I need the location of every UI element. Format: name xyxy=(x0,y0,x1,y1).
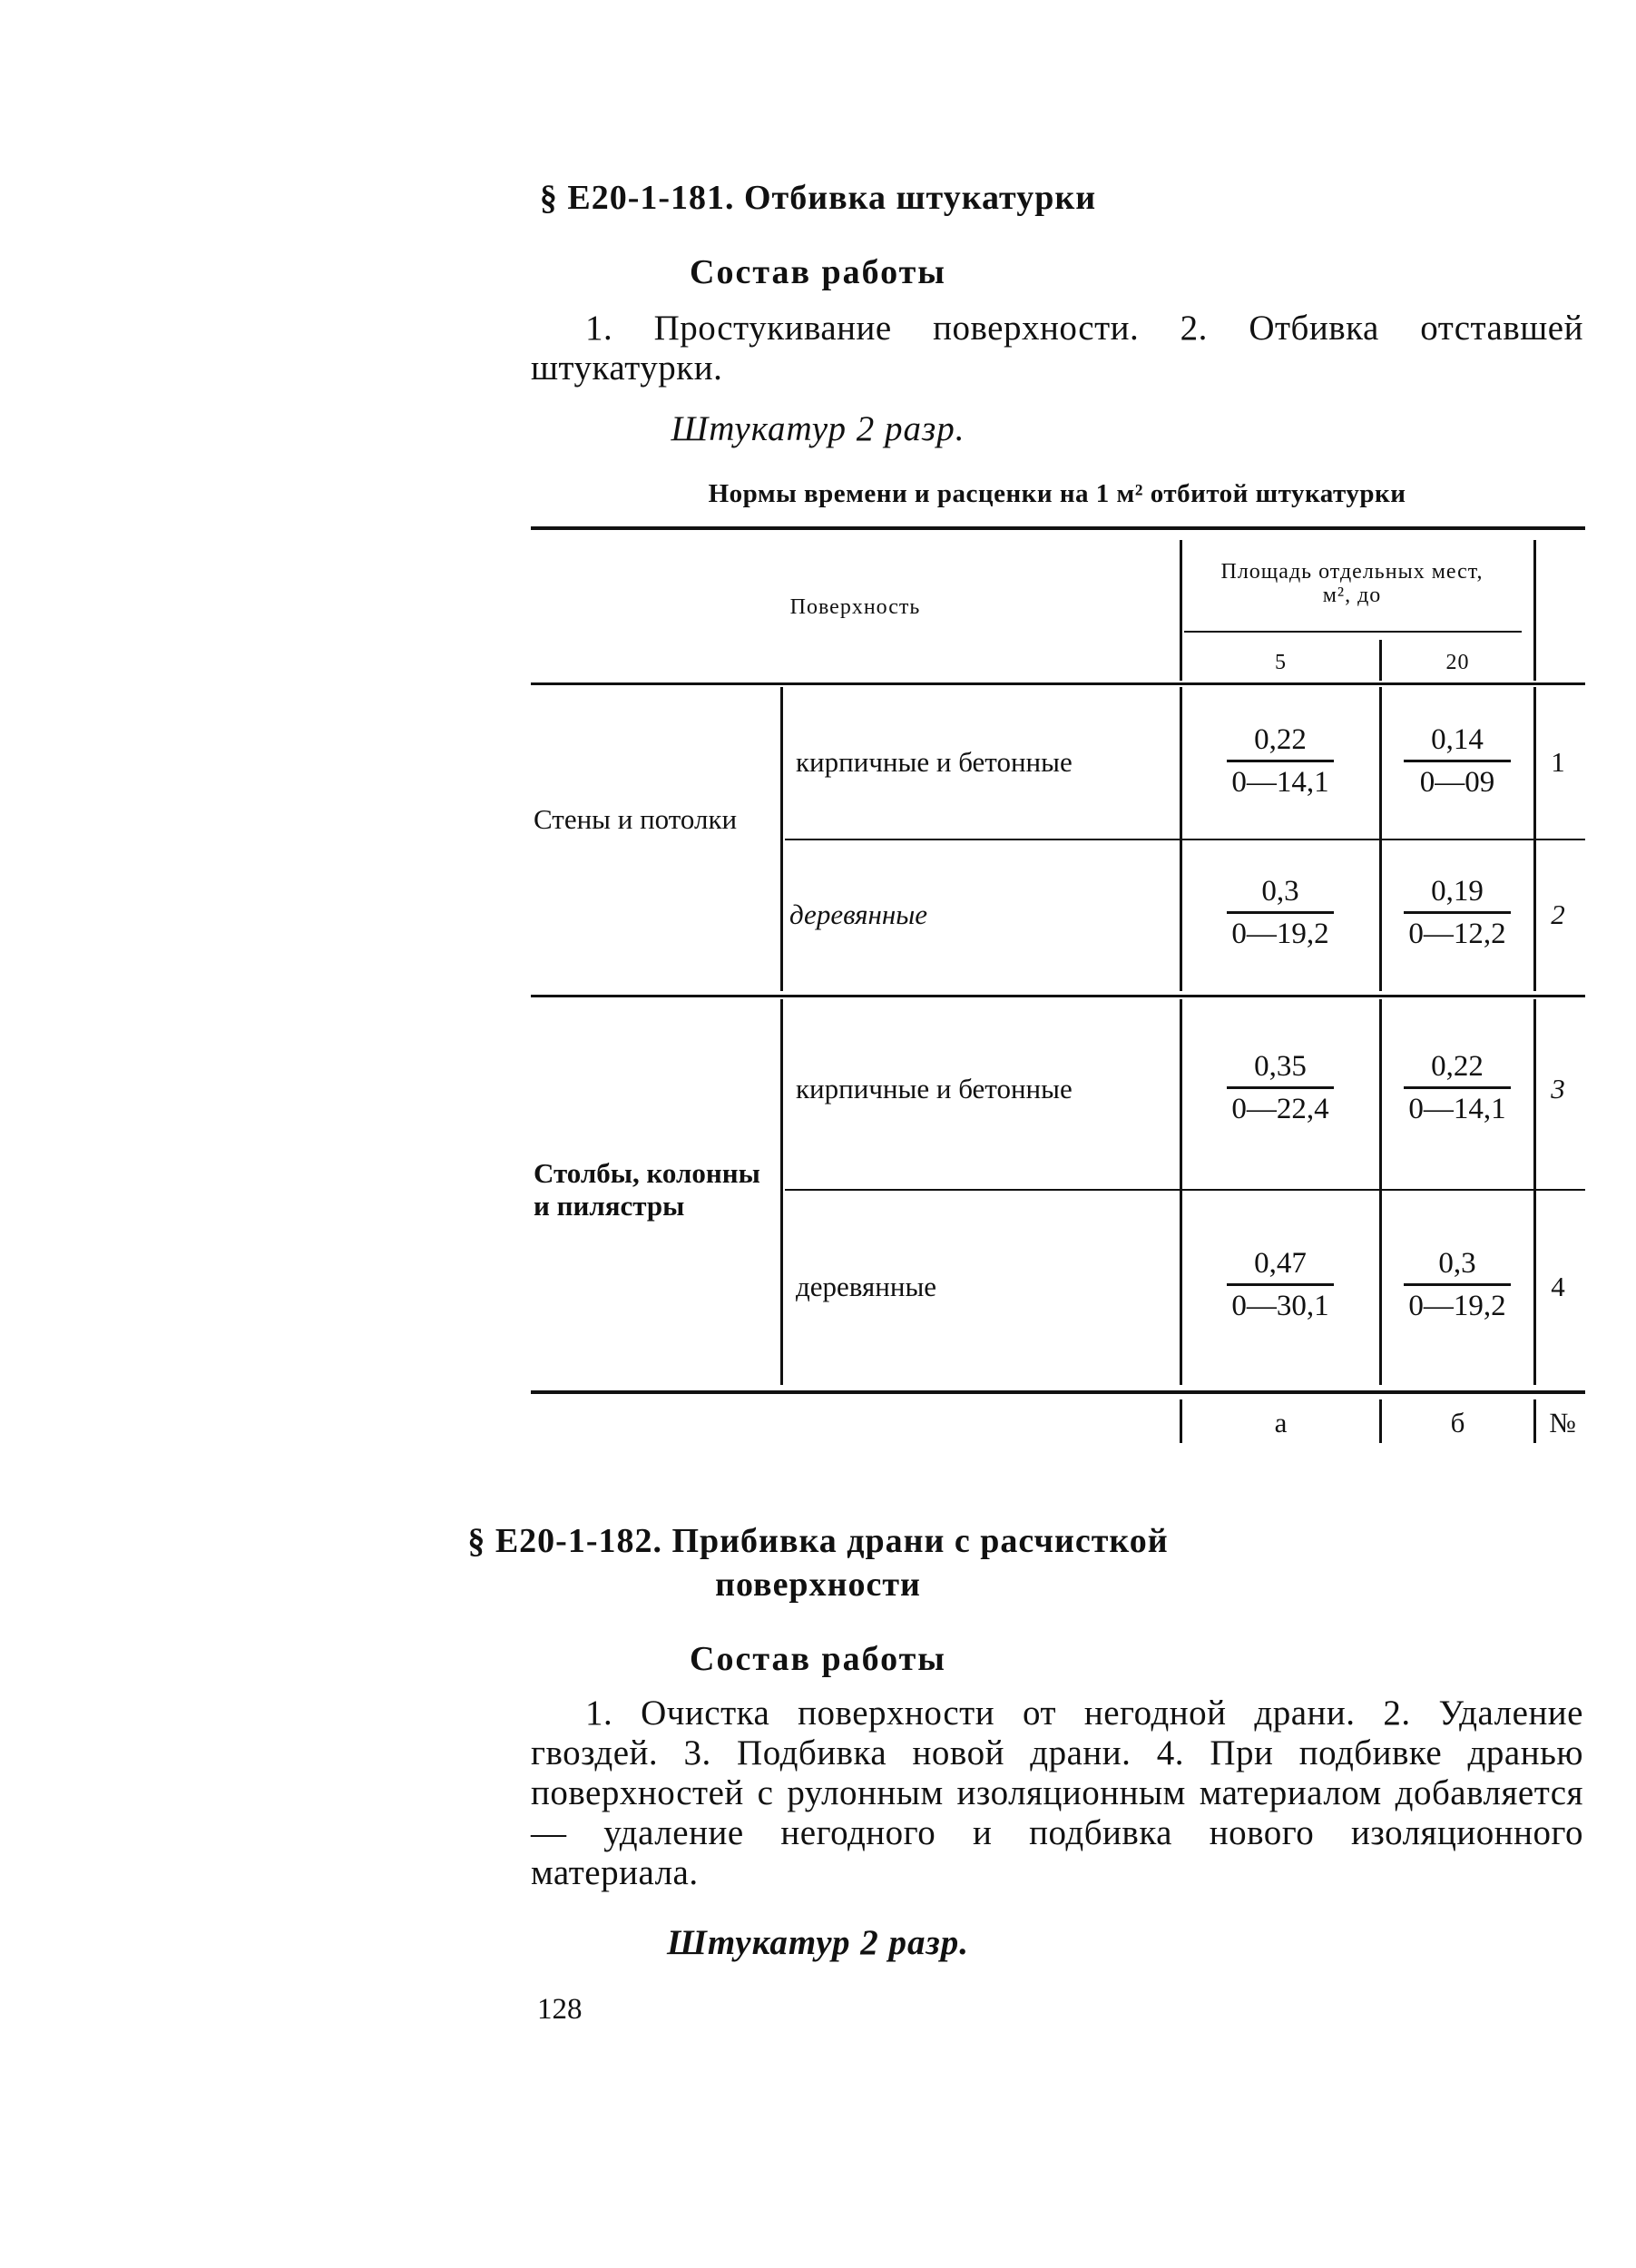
row-number: 3 xyxy=(1551,1073,1565,1105)
norm-rate-cell xyxy=(1398,1245,1516,1324)
norm-value: 0,14 xyxy=(1431,723,1484,756)
col-divider xyxy=(780,999,783,1385)
rate-value: 0—30,1 xyxy=(1231,1290,1329,1322)
col-divider xyxy=(1533,540,1536,681)
col-divider xyxy=(1180,999,1182,1385)
norm-value: 0,22 xyxy=(1254,723,1307,756)
norm-rate-cell xyxy=(1221,1048,1339,1127)
rate-value: 0—12,2 xyxy=(1408,918,1506,950)
surface-type: кирпичные и бетонные xyxy=(796,1073,1073,1105)
section-title: § Е20-1-181. Отбивка штукатурки xyxy=(539,179,1097,217)
norm-rate-cell xyxy=(1221,873,1339,952)
norm-rate-cell xyxy=(1221,722,1339,800)
norm-rate-cell xyxy=(1221,1245,1339,1324)
rate-value: 0—09 xyxy=(1419,766,1495,799)
col-divider xyxy=(1180,687,1182,991)
col-divider xyxy=(1533,687,1536,991)
norm-rate-cell xyxy=(1398,1048,1516,1127)
group-label: Столбы, колонны и пилястры xyxy=(534,1157,760,1222)
table-bottom-rule xyxy=(531,1390,1585,1394)
surface-type: кирпичные и бетонные xyxy=(796,746,1073,778)
rate-value: 0—14,1 xyxy=(1408,1093,1506,1125)
col-divider xyxy=(1533,999,1536,1385)
surface-type: деревянные xyxy=(796,1271,937,1302)
norm-value: 0,47 xyxy=(1254,1247,1307,1280)
header-surface: Поверхность xyxy=(789,595,921,619)
table-top-rule xyxy=(531,526,1585,530)
rate-value: 0—14,1 xyxy=(1231,766,1329,799)
group-label: Стены и потолки xyxy=(534,803,738,835)
worker-grade: Штукатур 2 разр. xyxy=(666,1923,969,1962)
group-divider xyxy=(531,995,1585,997)
section-body: 1. Простукивание поверхности. 2. Отбивка отставшей штукатурки. xyxy=(531,309,1583,388)
section-subheading: Состав работы xyxy=(690,1640,946,1678)
row-divider xyxy=(785,1189,1585,1191)
norm-value: 0,35 xyxy=(1254,1050,1307,1083)
header-col-20: 20 xyxy=(1445,651,1470,674)
header-area: Площадь отдельных мест, м², до xyxy=(1220,560,1484,607)
col-divider xyxy=(1379,999,1382,1385)
row-divider xyxy=(785,839,1585,840)
area-header-rule xyxy=(1184,631,1522,633)
row-number: 4 xyxy=(1551,1271,1565,1302)
row-number: 1 xyxy=(1551,746,1565,778)
worker-grade: Штукатур 2 разр. xyxy=(671,409,965,448)
section-title: § Е20-1-182. Прибивка драни с расчисткой xyxy=(467,1522,1169,1560)
norm-rate-cell xyxy=(1398,873,1516,952)
section-subheading: Состав работы xyxy=(690,253,946,291)
table-caption: Нормы времени и расценки на 1 м² отбитой штукатурки xyxy=(708,479,1406,508)
norm-value: 0,19 xyxy=(1431,875,1484,908)
norm-value: 0,22 xyxy=(1431,1050,1484,1083)
col-divider xyxy=(1379,687,1382,991)
section-title-cont: поверхности xyxy=(715,1566,921,1604)
norm-value: 0,3 xyxy=(1261,875,1299,908)
rate-value: 0—22,4 xyxy=(1231,1093,1329,1125)
column-index-no: № xyxy=(1549,1407,1576,1438)
norm-rate-cell xyxy=(1398,722,1516,800)
norm-value: 0,3 xyxy=(1438,1247,1476,1280)
section-body: 1. Очистка поверхности от негодной драни. 2. Удаление гвоздей. 3. Подбивка новой драни. 4. При подбивке дранью поверхностей с рулонным изоляционным материалом добавляется — удаление негодного и подбивка нового изоляционного материала. xyxy=(531,1694,1583,1892)
column-index-a: а xyxy=(1274,1407,1288,1438)
col-divider xyxy=(1533,1399,1536,1443)
header-col-5: 5 xyxy=(1275,651,1287,674)
rate-value: 0—19,2 xyxy=(1231,918,1329,950)
col-divider xyxy=(780,687,783,991)
row-number: 2 xyxy=(1551,898,1565,930)
table-header-rule xyxy=(531,682,1585,685)
surface-type: деревянные xyxy=(789,898,928,930)
page-number: 128 xyxy=(537,1993,583,2026)
column-index-b: б xyxy=(1450,1407,1465,1438)
rate-value: 0—19,2 xyxy=(1408,1290,1506,1322)
